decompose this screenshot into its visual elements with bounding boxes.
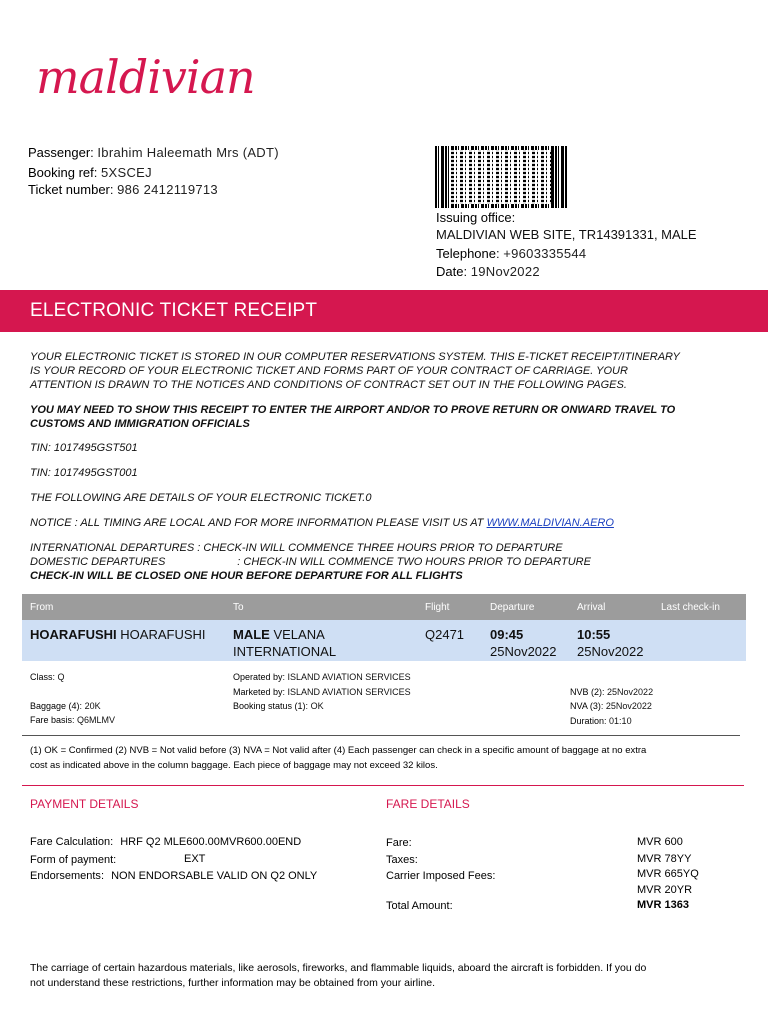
carrier-fees-value-2: MVR 20YR — [637, 884, 693, 896]
tin-2: TIN: 1017495GST001 — [30, 467, 138, 479]
col-last-checkin: Last check-in — [661, 602, 720, 613]
maldivian-logo: maldivian — [36, 50, 255, 104]
nvb-line: NVB (2): 25Nov2022 — [570, 687, 654, 697]
domestic-text: : CHECK-IN WILL COMMENCE TWO HOURS PRIOR TO DEPARTURE — [237, 556, 591, 568]
form-of-payment-value: EXT — [184, 853, 206, 865]
to-name-1: VELANA — [273, 627, 325, 642]
col-from: From — [30, 602, 54, 613]
endorsements-value: NON ENDORSABLE VALID ON Q2 ONLY — [111, 870, 318, 882]
marketed-label: Marketed by — [233, 687, 283, 697]
issuing-office-value: MALDIVIAN WEB SITE, TR14391331, MALE — [436, 227, 697, 242]
ticket-number-line: Ticket number: 986 2412119713 — [28, 182, 218, 197]
carrier-fees-label: Carrier Imposed Fees: — [386, 870, 496, 882]
passenger-value: Ibrahim Haleemath Mrs (ADT) — [97, 145, 279, 160]
col-arrival: Arrival — [577, 602, 606, 613]
notice-2-line-1: YOU MAY NEED TO SHOW THIS RECEIPT TO ENTER THE AIRPORT AND/OR TO PROVE RETURN OR ONWARD TRAVEL TO — [30, 404, 676, 416]
receipt-banner — [0, 290, 768, 332]
date-label: Date — [436, 264, 464, 279]
nvb-label: NVB (2) — [570, 687, 603, 697]
booking-status-line: Booking status (1): OK — [233, 701, 324, 711]
intl-departures: INTERNATIONAL DEPARTURES : CHECK-IN WILL COMMENCE THREE HOURS PRIOR TO DEPARTURE — [30, 542, 563, 554]
form-of-payment-label-text: Form of payment — [30, 854, 114, 866]
total-amount-label: Total Amount: — [386, 900, 453, 912]
from-name: HOARAFUSHI — [120, 627, 206, 642]
arrival-time: 10:55 — [577, 627, 611, 642]
col-to: To — [233, 602, 244, 613]
legend-line-1: (1) OK = Confirmed (2) NVB = Not valid before (3) NVA = Not valid after (4) Each passenger can check in a specific amount of baggage at no extra — [30, 745, 647, 756]
class-value: Q — [57, 672, 65, 682]
nva-line: NVA (3): 25Nov2022 — [570, 701, 652, 711]
fare-label-text: Fare — [386, 837, 409, 849]
baggage-line: Baggage (4): 20K — [30, 701, 101, 711]
baggage-value: 20K — [84, 701, 101, 711]
to-cell — [233, 627, 325, 642]
booking-ref-value: 5XSCEJ — [101, 165, 152, 180]
fare-calculation-value: HRF Q2 MLE600.00MVR600.00END — [120, 836, 302, 848]
booking-ref-label: Booking ref — [28, 165, 94, 180]
footer-line-1: The carriage of certain hazardous materials, like aerosols, fireworks, and flammable liquids, aboard the aircraft is forbidden. If you do — [30, 962, 647, 974]
legend-line-2: cost as indicated above in the column baggage. Each piece of baggage may not exceed 32 kilos. — [30, 760, 438, 771]
notice-paragraph-1 — [30, 350, 742, 392]
domestic-departures — [30, 555, 742, 569]
notice-1-line-2: IS YOUR RECORD OF YOUR ELECTRONIC TICKET AND FORMS PART OF YOUR CONTRACT OF CARRIAGE. YOUR — [30, 365, 628, 377]
col-departure: Departure — [490, 602, 535, 613]
receipt-title: ELECTRONIC TICKET RECEIPT — [30, 300, 318, 321]
taxes-label-text: Taxes — [386, 854, 415, 866]
departure-date: 25Nov2022 — [490, 644, 557, 659]
marketed-value: ISLAND AVIATION SERVICES — [287, 687, 411, 697]
form-of-payment-label: Form of payment: — [30, 854, 117, 866]
carrier-fees-label-text: Carrier Imposed Fees — [386, 870, 493, 882]
timing-text: NOTICE : ALL TIMING ARE LOCAL AND FOR MORE INFORMATION PLEASE VISIT US AT — [30, 517, 484, 529]
notice-1-line-1: YOUR ELECTRONIC TICKET IS STORED IN OUR COMPUTER RESERVATIONS SYSTEM. THIS E-TICKET RECEIPT/ITINERARY — [30, 351, 680, 363]
operated-value: ISLAND AVIATION SERVICES — [287, 672, 411, 682]
nva-label: NVA (3) — [570, 701, 601, 711]
taxes-value: MVR 78YY — [637, 853, 692, 865]
class-label: Class — [30, 672, 53, 682]
ticket-number-value: 986 2412119713 — [117, 182, 218, 197]
notice-paragraph-2 — [30, 403, 742, 431]
divider-red — [22, 785, 744, 786]
nva-value: 25Nov2022 — [605, 701, 652, 711]
passenger-line: Passenger: Ibrahim Haleemath Mrs (ADT) — [28, 145, 279, 160]
endorsements-line: Endorsements: NON ENDORSABLE VALID ON Q2 ONLY — [30, 870, 318, 882]
legend — [30, 743, 730, 773]
fare-value: MVR 600 — [637, 836, 683, 848]
telephone-value: +9603335544 — [503, 246, 587, 261]
details-text: THE FOLLOWING ARE DETAILS OF YOUR ELECTRONIC TICKET. — [30, 492, 366, 504]
ticket-number-label: Ticket number — [28, 182, 110, 197]
hazardous-materials-notice — [30, 961, 738, 991]
telephone-line: Telephone: +9603335544 — [436, 246, 587, 261]
class-line: Class: Q — [30, 672, 65, 682]
fare-calculation-label: Fare Calculation — [30, 836, 111, 848]
endorsements-label: Endorsements — [30, 870, 101, 882]
taxes-label: Taxes: — [386, 854, 418, 866]
fare-label: Fare: — [386, 837, 412, 849]
footer-line-2: not understand these restrictions, further information may be obtained from your airline. — [30, 977, 436, 989]
fare-basis-label: Fare basis — [30, 715, 73, 725]
flight-table-row — [22, 620, 746, 661]
issuing-office: Issuing office: — [436, 210, 516, 225]
booking-status-value: OK — [310, 701, 324, 711]
marketed-line: Marketed by: ISLAND AVIATION SERVICES — [233, 687, 411, 697]
operated-line: Operated by: ISLAND AVIATION SERVICES — [233, 672, 411, 682]
duration-label: Duration — [570, 716, 605, 726]
duration-line: Duration: 01:10 — [570, 716, 632, 726]
departure-time: 09:45 — [490, 627, 524, 642]
fare-basis-line: Fare basis: Q6MLMV — [30, 715, 116, 725]
maldivian-website-link[interactable]: WWW.MALDIVIAN.AERO — [486, 517, 614, 529]
checkin-closed: CHECK-IN WILL BE CLOSED ONE HOUR BEFORE DEPARTURE FOR ALL FLIGHTS — [30, 570, 463, 582]
total-amount-label-text: Total Amount — [386, 900, 450, 912]
baggage-label: Baggage (4) — [30, 701, 80, 711]
flight-number: Q2471 — [425, 627, 465, 642]
fare-calculation-line: Fare Calculation: HRF Q2 MLE600.00MVR600.00END — [30, 836, 302, 848]
domestic-label: DOMESTIC DEPARTURES — [30, 556, 166, 568]
col-flight: Flight — [425, 602, 450, 613]
fare-basis-value: Q6MLMV — [77, 715, 116, 725]
to-code: MALE — [233, 627, 270, 642]
issuing-office-label: Issuing office — [436, 210, 512, 225]
total-amount-value: MVR 1363 — [637, 899, 689, 911]
barcode — [435, 146, 567, 208]
departures-notice — [30, 541, 742, 583]
booking-ref-line: Booking ref: 5XSCEJ — [28, 165, 152, 180]
booking-status-label: Booking status (1) — [233, 701, 306, 711]
details-mark: 0 — [365, 492, 372, 504]
from-code: HOARAFUSHI — [30, 627, 117, 642]
carrier-fees-value-1: MVR 665YQ — [637, 868, 699, 880]
passenger-label: Passenger — [28, 145, 91, 160]
tin-1: TIN: 1017495GST501 — [30, 442, 138, 454]
telephone-label: Telephone — [436, 246, 496, 261]
notice-2-line-2: CUSTOMS AND IMMIGRATION OFFICIALS — [30, 418, 250, 430]
flight-table-header — [22, 594, 746, 620]
divider — [22, 735, 740, 736]
arrival-date: 25Nov2022 — [577, 644, 644, 659]
details-notice — [30, 491, 742, 505]
nvb-value: 25Nov2022 — [607, 687, 654, 697]
timing-notice — [30, 516, 742, 530]
date-line: Date: 19Nov2022 — [436, 264, 540, 279]
payment-details-title: PAYMENT DETAILS — [30, 797, 139, 811]
from-cell — [30, 627, 206, 642]
notice-1-line-3: ATTENTION IS DRAWN TO THE NOTICES AND CONDITIONS OF CONTRACT SET OUT IN THE FOLLOWING PAGES. — [30, 379, 627, 391]
operated-label: Operated by — [233, 672, 283, 682]
to-name-2: INTERNATIONAL — [233, 644, 337, 659]
date-value: 19Nov2022 — [470, 264, 540, 279]
duration-value: 01:10 — [609, 716, 632, 726]
fare-details-title: FARE DETAILS — [386, 797, 470, 811]
